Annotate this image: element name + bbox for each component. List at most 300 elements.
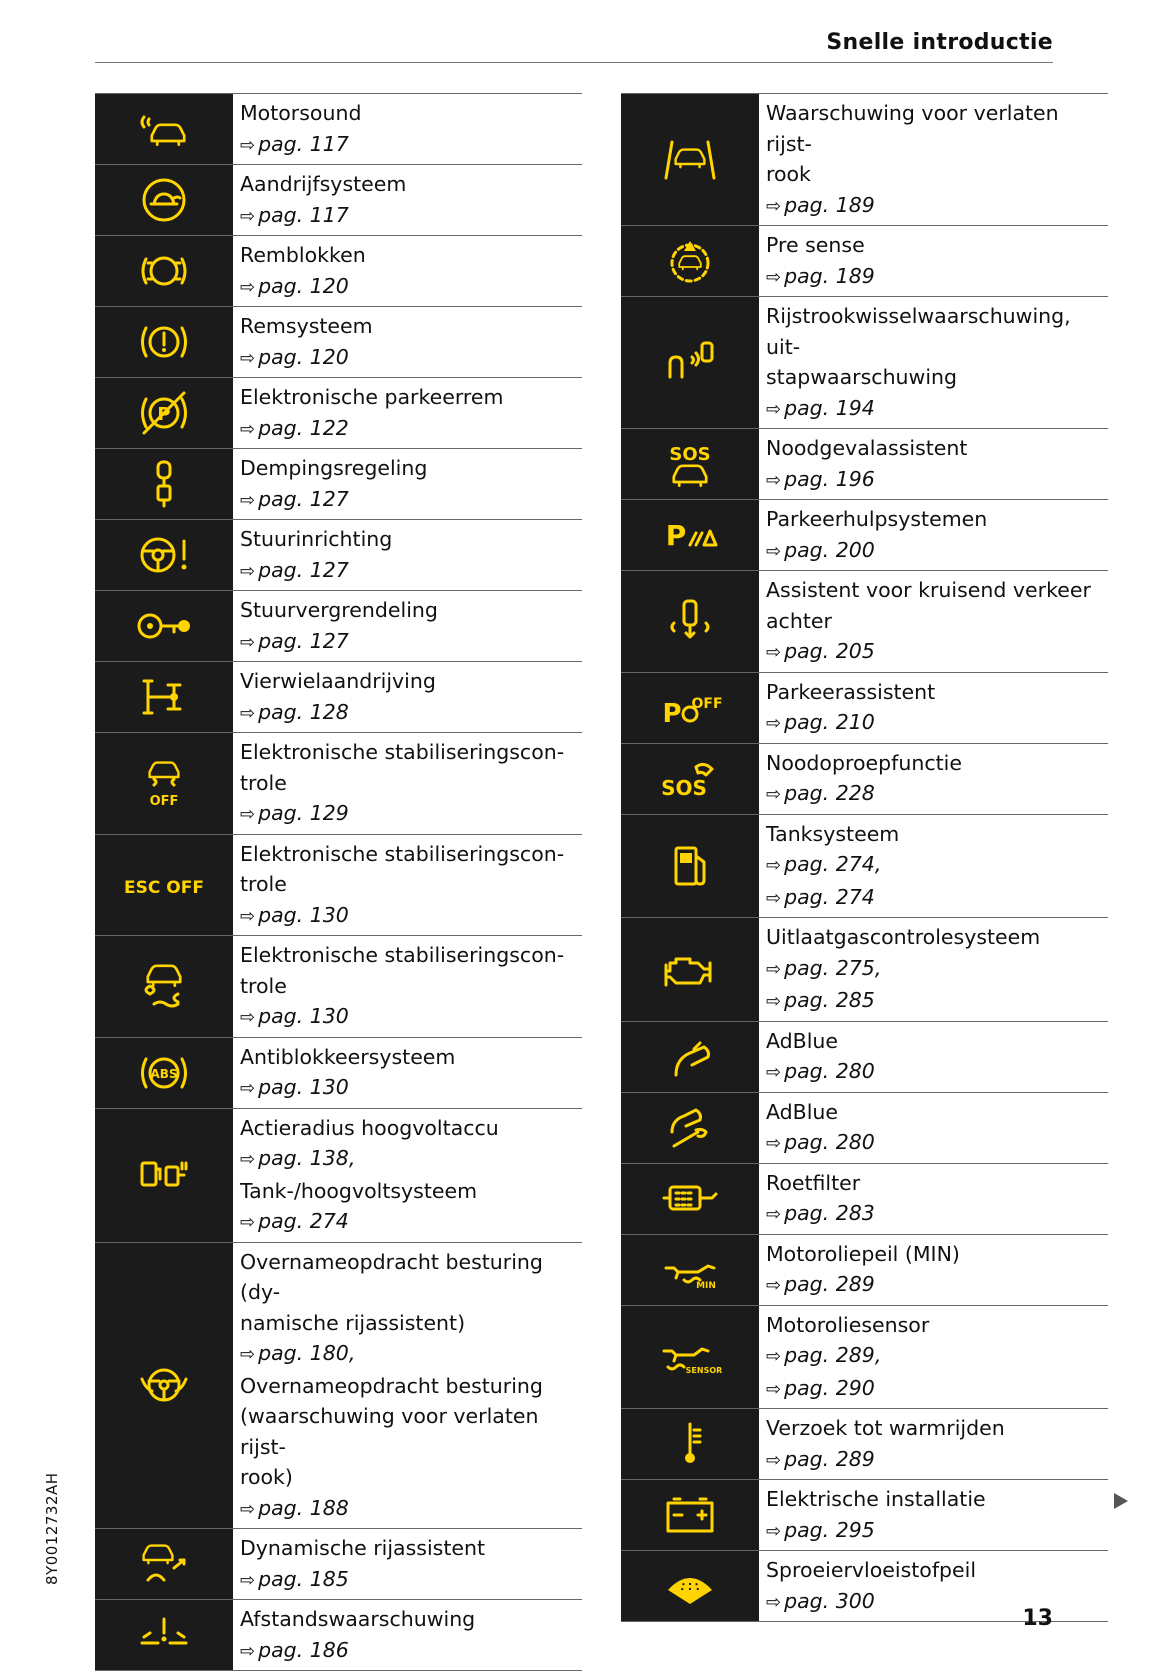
page-reference-link[interactable]	[766, 953, 1040, 986]
item-title: Pre sense	[766, 233, 865, 257]
item-title: Motorsound	[240, 101, 362, 125]
reference-page: pag. 127	[258, 628, 349, 653]
reference-page: pag. 295	[784, 1517, 875, 1542]
reference-page: pag. 280	[784, 1130, 875, 1154]
symbol-row	[95, 165, 582, 236]
item-title: Remblokken	[240, 243, 366, 267]
reference-arrow-icon: ⇨	[240, 702, 256, 724]
item-title: Waarschuwing voor verlaten rijst-	[766, 101, 1059, 156]
description-cell	[233, 449, 427, 519]
description-cell	[233, 1529, 485, 1599]
item-title: trole	[240, 973, 287, 998]
description-cell	[233, 1600, 475, 1670]
description-cell	[759, 500, 987, 570]
reference-arrow-icon: ⇨	[240, 347, 256, 369]
reference-page: pag. 275,	[784, 955, 882, 980]
reference-page: pag. 285	[784, 988, 875, 1012]
symbol-row	[95, 236, 582, 307]
icon-cell	[621, 1409, 759, 1479]
page-reference-link[interactable]	[240, 1143, 499, 1176]
description-cell	[233, 662, 436, 732]
symbol-row	[621, 429, 1108, 500]
park-assist-off-icon	[660, 682, 723, 734]
symbol-table-right	[621, 93, 1108, 1622]
reference-page: pag. 228	[784, 781, 875, 805]
reference-arrow-icon: ⇨	[766, 1520, 782, 1542]
reference-arrow-icon: ⇨	[766, 1591, 782, 1613]
awd-icon	[134, 671, 194, 723]
page-reference-link[interactable]	[240, 1493, 582, 1526]
turtle-drive-icon	[134, 174, 194, 226]
steering-warning-icon	[134, 529, 194, 581]
page-reference-link[interactable]	[240, 555, 392, 588]
takeover-hands-icon	[134, 1359, 194, 1411]
item-title: AdBlue	[766, 1028, 839, 1053]
reference-page: pag. 129	[258, 801, 349, 825]
icon-cell	[621, 429, 759, 499]
page-reference-link[interactable]	[766, 1586, 976, 1619]
description-cell	[759, 1409, 1005, 1479]
description-cell	[759, 1480, 986, 1550]
item-title: trole	[240, 872, 287, 896]
icon-cell	[621, 297, 759, 428]
item-title: Stuurvergrendeling	[240, 598, 438, 622]
description-cell	[233, 520, 392, 590]
reference-arrow-icon: ⇨	[766, 887, 782, 909]
reference-arrow-icon: ⇨	[766, 1062, 782, 1083]
description-cell	[759, 1164, 875, 1234]
reference-arrow-icon: ⇨	[240, 905, 256, 927]
icon-cell	[95, 591, 233, 661]
item-title: AdBlue	[766, 1099, 839, 1124]
page-reference-link[interactable]	[766, 535, 987, 568]
description-cell	[759, 815, 899, 918]
reference-arrow-icon: ⇨	[766, 540, 782, 562]
svg-text:ESC OFF: ESC OFF	[124, 877, 204, 898]
symbol-row	[95, 1109, 582, 1243]
symbol-row	[95, 520, 582, 591]
icon-cell	[621, 744, 759, 814]
svg-text:SOS: SOS	[661, 775, 707, 800]
reference-arrow-icon: ⇨	[766, 713, 782, 734]
page-reference-link[interactable]	[240, 200, 406, 233]
svg-text:ABS: ABS	[150, 1066, 178, 1081]
reference-page: pag. 200	[784, 537, 875, 562]
reference-page: pag. 210	[784, 710, 875, 734]
description-cell	[233, 94, 361, 164]
engine-icon	[660, 943, 720, 995]
reference-arrow-icon: ⇨	[240, 804, 256, 825]
item-title: Elektrische installatie	[766, 1487, 986, 1511]
reference-arrow-icon: ⇨	[766, 958, 782, 980]
page-header	[95, 30, 1053, 63]
symbol-row	[95, 1038, 582, 1109]
document-code: 8Y0012732AH	[43, 1472, 61, 1585]
oil-sensor-icon	[660, 1331, 723, 1383]
description-cell	[233, 733, 564, 834]
reference-page: pag. 130	[258, 1004, 349, 1028]
item-title: Elektronische stabiliseringscon-	[240, 841, 565, 866]
distance-warning-icon	[134, 1609, 194, 1661]
reference-page: pag. 188	[258, 1495, 349, 1520]
page-reference-link[interactable]	[766, 464, 967, 497]
item-title: Motoroliesensor	[766, 1312, 930, 1337]
symbol-row	[95, 662, 582, 733]
reference-page: pag. 196	[784, 466, 875, 491]
reference-page: pag. 122	[258, 415, 349, 440]
symbol-row	[621, 918, 1108, 1022]
reference-arrow-icon: ⇨	[766, 784, 782, 805]
page-reference-link[interactable]	[766, 1127, 875, 1160]
icon-cell	[621, 1022, 759, 1092]
icon-cell	[621, 226, 759, 296]
svg-text:SOS: SOS	[669, 444, 711, 465]
washer-fluid-icon	[660, 1560, 720, 1612]
symbol-row	[621, 226, 1108, 297]
reference-arrow-icon: ⇨	[766, 398, 782, 420]
item-title: Rijstrookwisselwaarschuwing, uit-	[766, 304, 1071, 359]
icon-cell	[95, 94, 233, 164]
description-cell	[759, 1306, 929, 1409]
reference-page: pag. 186	[258, 1637, 349, 1662]
symbol-row	[95, 591, 582, 662]
description-cell	[759, 297, 1108, 428]
lane-change-icon	[660, 337, 720, 389]
page-reference-link[interactable]	[766, 1056, 875, 1089]
page-reference-link[interactable]	[766, 882, 899, 915]
icon-cell	[95, 165, 233, 235]
icon-cell	[621, 94, 759, 225]
icon-cell	[95, 1109, 233, 1242]
reference-arrow-icon: ⇨	[240, 1640, 256, 1662]
brake-system-icon	[134, 316, 194, 368]
esc-skid-icon	[134, 960, 194, 1012]
item-title: rook)	[240, 1465, 293, 1489]
header-title: Snelle introductie	[826, 30, 1053, 55]
reference-page: pag. 130	[258, 902, 349, 927]
icon-cell	[621, 1093, 759, 1163]
reference-page: pag. 274	[784, 884, 875, 909]
dynamic-assist-icon	[134, 1538, 194, 1590]
description-cell	[233, 307, 373, 377]
reference-page: pag. 289	[784, 1272, 875, 1296]
reference-arrow-icon: ⇨	[766, 1449, 782, 1471]
description-cell	[233, 1038, 455, 1108]
page-reference-link[interactable]	[240, 1635, 475, 1668]
page-reference-link[interactable]	[766, 1198, 875, 1231]
reference-page: pag. 283	[784, 1201, 875, 1225]
reference-arrow-icon: ⇨	[766, 991, 782, 1012]
symbol-row	[621, 1093, 1108, 1164]
icon-cell	[621, 673, 759, 743]
reference-arrow-icon: ⇨	[766, 195, 782, 217]
reference-page: pag. 289,	[784, 1343, 882, 1367]
item-title: achter	[766, 608, 832, 633]
item-title: Vierwielaandrijving	[240, 669, 436, 693]
description-cell	[759, 226, 875, 296]
symbol-row	[95, 1600, 582, 1671]
symbol-row	[95, 449, 582, 520]
icon-cell	[95, 1038, 233, 1108]
page-reference-link[interactable]	[240, 484, 427, 517]
symbol-row	[95, 1529, 582, 1600]
reference-arrow-icon: ⇨	[766, 855, 782, 876]
reference-page: pag. 205	[784, 639, 875, 663]
reference-arrow-icon: ⇨	[766, 1378, 782, 1400]
page-reference-link[interactable]	[766, 1340, 929, 1373]
svg-text:P: P	[157, 404, 171, 425]
reference-arrow-icon: ⇨	[240, 205, 256, 227]
description-cell	[233, 936, 564, 1037]
svg-text:SENSOR: SENSOR	[685, 1365, 723, 1375]
sos-car-icon	[660, 438, 720, 490]
symbol-row	[621, 1306, 1108, 1410]
reference-page: pag. 189	[784, 263, 875, 288]
abs-icon	[134, 1047, 194, 1099]
page-reference-link[interactable]	[766, 985, 1040, 1018]
reference-arrow-icon: ⇨	[240, 1149, 256, 1170]
description-cell	[759, 1022, 875, 1092]
fuel-pump-icon	[660, 840, 720, 892]
reference-page: pag. 180,	[258, 1341, 356, 1365]
description-cell	[233, 591, 438, 661]
symbol-row	[621, 673, 1108, 744]
reference-page: pag. 300	[784, 1588, 875, 1613]
svg-text:P: P	[662, 698, 682, 729]
page-reference-link[interactable]	[766, 190, 1108, 223]
icon-cell	[621, 1551, 759, 1621]
page-reference-link[interactable]	[240, 697, 436, 730]
battery-icon	[660, 1489, 720, 1541]
steering-lock-icon	[134, 600, 194, 652]
reference-arrow-icon: ⇨	[240, 1344, 256, 1365]
icon-cell	[95, 236, 233, 306]
symbol-row	[95, 936, 582, 1038]
icon-cell	[621, 1306, 759, 1409]
fuel-plug-icon	[134, 1149, 194, 1201]
icon-cell	[621, 815, 759, 918]
pre-sense-icon	[660, 235, 720, 287]
symbol-row	[95, 733, 582, 835]
description-cell	[759, 571, 1091, 672]
reference-page: pag. 127	[258, 557, 349, 582]
page-reference-link[interactable]	[766, 1373, 929, 1406]
page-reference-link[interactable]	[766, 1269, 960, 1302]
item-title: Parkeerassistent	[766, 679, 936, 704]
icon-cell	[95, 520, 233, 590]
item-title: Roetfilter	[766, 1170, 861, 1195]
item-title: Dempingsregeling	[240, 456, 428, 480]
page-reference-link[interactable]	[240, 342, 373, 375]
description-cell	[759, 744, 962, 814]
particulate-filter-icon	[660, 1173, 720, 1225]
reference-page: pag. 120	[258, 344, 349, 369]
oil-min-icon	[660, 1244, 720, 1296]
thermometer-icon	[660, 1418, 720, 1470]
item-title: Tanksysteem	[766, 821, 900, 846]
icon-cell	[621, 918, 759, 1021]
icon-cell	[95, 662, 233, 732]
reference-page: pag. 280	[784, 1059, 875, 1083]
icon-cell	[621, 571, 759, 672]
reference-arrow-icon: ⇨	[766, 1346, 782, 1367]
icon-cell	[95, 449, 233, 519]
sos-call-icon	[660, 753, 720, 805]
item-title: (waarschuwing voor verlaten rijst-	[240, 1404, 539, 1459]
item-title: Dynamische rijassistent	[240, 1536, 486, 1560]
item-title: Remsysteem	[240, 314, 373, 338]
reference-page: pag. 274,	[784, 852, 882, 876]
item-title: trole	[240, 770, 287, 795]
symbol-row	[621, 1022, 1108, 1093]
reference-page: pag. 194	[784, 395, 875, 420]
icon-cell	[621, 1480, 759, 1550]
symbol-row	[621, 815, 1108, 919]
reference-page: pag. 130	[258, 1075, 349, 1099]
description-cell	[233, 236, 366, 306]
icon-cell	[95, 1529, 233, 1599]
description-cell	[759, 673, 935, 743]
reference-page: pag. 128	[258, 699, 349, 724]
item-title: Motoroliepeil (MIN)	[766, 1241, 960, 1266]
item-title: Aandrijfsysteem	[240, 172, 407, 196]
esc-off-text-icon	[124, 859, 204, 911]
page-reference-link[interactable]	[240, 129, 361, 162]
description-cell	[233, 378, 503, 448]
description-cell	[233, 1109, 499, 1242]
motorsound-icon	[134, 103, 194, 155]
item-title: namische rijassistent)	[240, 1310, 466, 1335]
parking-brake-off-icon	[134, 387, 194, 439]
symbol-row	[95, 835, 582, 937]
svg-text:MIN: MIN	[696, 1280, 716, 1291]
item-title: Uitlaatgascontrolesysteem	[766, 925, 1041, 949]
symbol-row	[621, 94, 1108, 226]
reference-page: pag. 117	[258, 131, 349, 156]
page-reference-link[interactable]	[240, 1001, 564, 1034]
item-title: Tank-/hoogvoltsysteem	[240, 1178, 478, 1203]
page-reference-link[interactable]	[240, 798, 564, 831]
page-reference-link[interactable]	[240, 1072, 455, 1105]
item-title: Parkeerhulpsystemen	[766, 507, 988, 531]
lane-departure-icon	[660, 134, 720, 186]
description-cell	[233, 1243, 582, 1529]
reference-page: pag. 274	[258, 1209, 349, 1233]
description-cell	[759, 94, 1108, 225]
item-title: Noodgevalassistent	[766, 436, 968, 460]
item-title: Sproeiervloeistofpeil	[766, 1558, 977, 1582]
symbol-row	[621, 571, 1108, 673]
description-cell	[233, 835, 564, 936]
icon-cell	[95, 1600, 233, 1670]
page-reference-link[interactable]	[766, 778, 962, 811]
next-page-arrow-icon	[1114, 1493, 1128, 1509]
page-reference-link[interactable]	[766, 1515, 986, 1548]
icon-cell	[621, 1164, 759, 1234]
reference-arrow-icon: ⇨	[240, 560, 256, 582]
damper-icon	[134, 458, 194, 510]
page-reference-link[interactable]	[766, 261, 875, 294]
symbol-row	[95, 94, 582, 165]
symbol-row	[621, 1164, 1108, 1235]
item-title: Antiblokkeersysteem	[240, 1044, 456, 1069]
description-cell	[759, 918, 1040, 1021]
icon-cell	[95, 378, 233, 448]
symbol-row	[621, 1409, 1108, 1480]
svg-text:OFF: OFF	[691, 695, 723, 712]
reference-arrow-icon: ⇨	[240, 489, 256, 511]
item-title: Actieradius hoogvoltaccu	[240, 1115, 499, 1140]
page-reference-link[interactable]	[766, 1444, 1005, 1477]
reference-arrow-icon: ⇨	[766, 642, 782, 663]
reference-page: pag. 185	[258, 1566, 349, 1591]
reference-arrow-icon: ⇨	[240, 1078, 256, 1099]
page-reference-link[interactable]	[240, 1338, 582, 1371]
page-reference-link[interactable]	[766, 707, 935, 740]
icon-cell	[95, 835, 233, 936]
reference-arrow-icon: ⇨	[766, 266, 782, 288]
reference-arrow-icon: ⇨	[240, 1212, 256, 1233]
page-reference-link[interactable]	[240, 413, 503, 446]
reference-arrow-icon: ⇨	[240, 1498, 256, 1520]
page-reference-link[interactable]	[240, 1564, 485, 1597]
page-reference-link[interactable]	[766, 393, 1108, 426]
reference-arrow-icon: ⇨	[240, 276, 256, 298]
reference-page: pag. 138,	[258, 1146, 356, 1170]
reference-arrow-icon: ⇨	[240, 1569, 256, 1591]
page-reference-link[interactable]	[240, 626, 438, 659]
svg-text:OFF: OFF	[149, 794, 179, 810]
item-title: Assistent voor kruisend verkeer	[766, 578, 1091, 602]
reference-arrow-icon: ⇨	[240, 134, 256, 156]
description-cell	[759, 1551, 976, 1621]
esc-off-car-icon	[134, 757, 194, 809]
symbol-row	[621, 500, 1108, 571]
adblue-icon	[660, 1031, 720, 1083]
page-reference-link[interactable]	[766, 849, 899, 882]
reference-arrow-icon: ⇨	[240, 631, 256, 653]
item-title: Overnameopdracht besturing	[240, 1373, 543, 1398]
symbol-row	[95, 378, 582, 449]
item-title: Noodoproepfunctie	[766, 750, 962, 775]
page-reference-link[interactable]	[240, 900, 564, 933]
item-title: Elektronische stabiliseringscon-	[240, 943, 565, 967]
item-title: Elektronische stabiliseringscon-	[240, 740, 565, 764]
cross-traffic-icon	[660, 595, 720, 647]
icon-cell	[95, 936, 233, 1037]
icon-cell	[621, 1235, 759, 1305]
icon-cell	[95, 307, 233, 377]
symbol-row	[621, 744, 1108, 815]
reference-page: pag. 117	[258, 202, 349, 227]
description-cell	[759, 429, 967, 499]
page-reference-link[interactable]	[240, 271, 366, 304]
icon-cell	[95, 1243, 233, 1529]
reference-arrow-icon: ⇨	[766, 1275, 782, 1296]
symbol-row	[621, 1480, 1108, 1551]
item-title: Overnameopdracht besturing (dy-	[240, 1249, 543, 1304]
symbol-row	[95, 307, 582, 378]
reference-arrow-icon: ⇨	[766, 469, 782, 491]
reference-arrow-icon: ⇨	[240, 418, 256, 440]
description-cell	[759, 1235, 960, 1305]
reference-page: pag. 289	[784, 1446, 875, 1471]
item-title: Verzoek tot warmrijden	[766, 1416, 1005, 1440]
page-reference-link[interactable]	[766, 636, 1091, 669]
reference-page: pag. 127	[258, 486, 349, 511]
symbol-row	[621, 297, 1108, 429]
page-reference-link[interactable]	[240, 1206, 499, 1239]
